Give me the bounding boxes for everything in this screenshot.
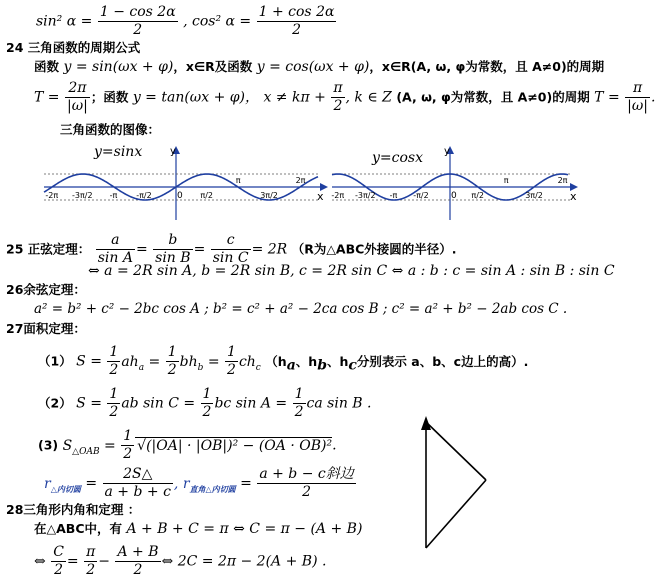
- cos-tick-label: -2π: [331, 191, 345, 200]
- sin2-num: 1 − cos 2α: [99, 4, 176, 20]
- s24-l2-cond: ， x ≠ kπ +: [245, 89, 326, 106]
- cos-x-label: x: [570, 190, 577, 203]
- s25-a: a: [96, 232, 135, 250]
- s24-two: 2: [333, 98, 343, 114]
- triangle-side-ao: [426, 480, 486, 548]
- s24-line1: [34, 60, 604, 74]
- cos2-fraction: [257, 4, 337, 39]
- s24-l1-c: ，x∈R(A, ω, φ为常数，且 A≠0)的周期: [369, 59, 605, 74]
- s27-p1-S: S =: [76, 353, 102, 370]
- sin-tick-label: -3π/2: [72, 191, 93, 200]
- cos-origin: 0: [451, 191, 457, 201]
- s24-heading: 24 三角函数的周期公式: [6, 40, 141, 55]
- half-angle-formula: [36, 4, 337, 39]
- s25-sinB: sin B: [155, 250, 191, 266]
- cos-graph: [330, 142, 590, 222]
- s27-p3: (3) $S_{\triangle OAB}$ = $\frac{1}{2}$ √(|OA| · |OB|)² − (OA · OB)².: [38, 428, 337, 462]
- cos2-den: 2: [292, 22, 301, 38]
- s24-line2: [34, 80, 655, 115]
- sin-tick-label: -2π: [45, 191, 59, 200]
- sin-tick-label: π: [235, 176, 241, 185]
- cos-tick-label: -π/2: [413, 191, 429, 200]
- s24-l1-f1: y = sin(ωx + φ): [63, 59, 174, 75]
- sin2-fraction: [98, 4, 178, 39]
- sin-tick-label: 2π: [295, 176, 306, 185]
- cos-tick-label: -3π/2: [355, 191, 376, 200]
- s24-T2-num: π: [625, 80, 650, 98]
- s28-line1: 在△ABC中，有 A + B + C = π ⇔ C = π − (A + B): [34, 521, 363, 537]
- s24-l1-b: ，x∈R及函数: [173, 59, 253, 74]
- cos-tick-label: 2π: [557, 176, 568, 185]
- s24-T-num: 2π: [65, 80, 90, 98]
- s27-p3-label: (3): [38, 437, 59, 453]
- sin-x-label: x: [317, 190, 324, 203]
- s24-T2-den: |ω|: [627, 98, 649, 114]
- cos-tick-label: 3π/2: [525, 191, 543, 200]
- cos-tick-label: -π: [389, 191, 398, 200]
- cos-graph-title: y=cosx: [372, 150, 423, 166]
- s24-l1-f2: y = cos(ωx + φ): [256, 59, 370, 75]
- s25-line1: 25 正弦定理： $\frac{a}{\text{sin A}}$ = $\frac{b}{\text{sin B}}$ = $\frac{c}{\text{sin C}}$ = 2R （R为△ABC外接圆的半径）.: [6, 232, 457, 266]
- s25-frac-c: [211, 232, 251, 267]
- s24-pi: π: [333, 80, 343, 96]
- sin2-lhs: sin² α =: [36, 13, 93, 30]
- s27-radius: $r_{\triangle 内切圆}$ = $\frac{2S\triangle}{a + b + c}$ , $r_{直角\triangle 内切圆}$ = a + b − c斜边 2: [44, 466, 354, 500]
- sin-tick-label: 3π/2: [260, 191, 278, 200]
- s28-line2: ⇔ $\frac{C}{2}$ = $\frac{\pi}{2}$ − $\frac{A + B}{2}$ ⇔ 2C = 2π − 2(A + B) .: [34, 544, 327, 578]
- s25-frac-b: [153, 232, 192, 267]
- sin-graph-title: y=sinx: [94, 144, 143, 160]
- s24-T2-fraction: [625, 80, 650, 115]
- s25-frac-a: [96, 232, 135, 267]
- s25-sinA: sin A: [97, 250, 133, 266]
- s25-sinC: sin C: [212, 250, 249, 266]
- s27-p1: （1） S = $\frac{1}{2}$ $ah_a$ = $\frac{1}{2}$ $bh_b$ = $\frac{1}{2}$ $ch_c$ （$h_a$、$h_b$、$h_c$分别表示 a、b、c边上的高）.: [38, 344, 529, 378]
- s27-p1-note: （$h_a$、$h_b$、$h_c$分别表示 a、b、c边上的高）.: [265, 353, 529, 373]
- s25-heading: 25 正弦定理：: [6, 241, 91, 257]
- s24-k: , k ∈ Z: [345, 89, 392, 106]
- graph-heading: 三角函数的图像：: [60, 122, 161, 137]
- s25-eq2R: = 2R: [251, 241, 288, 258]
- sin-tick-label: π/2: [200, 191, 214, 200]
- s24-l2-a: ；函数: [90, 89, 129, 105]
- sin-origin: 0: [177, 191, 183, 201]
- sin-tick-label: -π: [109, 191, 118, 200]
- cos-y-label: y: [444, 146, 450, 157]
- cos-tick-label: π: [503, 176, 509, 185]
- s24-l1-a: 函数: [34, 59, 60, 74]
- sin-y-label: y: [170, 146, 176, 157]
- s24-l2-b: (A, ω, φ为常数，且 A≠0)的周期: [396, 89, 590, 105]
- s28-heading: 28三角形内角和定理 ：: [6, 502, 141, 517]
- s24-T-den: |ω|: [66, 98, 88, 114]
- s24-T2: T =: [594, 89, 620, 106]
- s26-heading: 26余弦定理：: [6, 282, 86, 297]
- s27-sqrt: √(|OA| · |OB|)² − (OA · OB)²: [137, 437, 333, 454]
- triangle-side-ba: [426, 422, 486, 480]
- cos2-num: 1 + cos 2α: [258, 4, 335, 20]
- s27-heading: 27面积定理：: [6, 321, 86, 336]
- s26-formula: a² = b² + c² − 2bc cos A ; b² = c² + a² − 2ca cos B ; c² = a² + b² − 2ab cos C .: [34, 301, 568, 317]
- s25-note: （R为△ABC外接圆的半径）.: [291, 241, 457, 257]
- cos-tick-label: π/2: [471, 191, 485, 200]
- s27-p2: （2） S = $\frac{1}{2}$ ab sin C = $\frac{1}{2}$ bc sin A = $\frac{1}{2}$ ca sin B .: [38, 386, 372, 420]
- sin-graph: [36, 142, 326, 222]
- s24-T: T =: [34, 89, 60, 106]
- cos2-lhs: , cos² α =: [183, 13, 252, 30]
- sin-tick-label: -π/2: [136, 191, 152, 200]
- s24-pi-half: [331, 80, 344, 115]
- vector-triangle: [416, 408, 496, 558]
- s24-l2-f: y = tan(ωx + φ): [132, 89, 246, 106]
- s24-T-fraction: [65, 80, 90, 115]
- s27-p2-label: （2）: [38, 395, 72, 411]
- s25-b: b: [153, 232, 192, 250]
- sin2-den: 2: [133, 22, 143, 38]
- s25-line2: ⇔ a = 2R sin A, b = 2R sin B, c = 2R sin C ⇔ a : b : c = sin A : sin B : sin C: [88, 263, 615, 279]
- s27-p1-label: （1）: [38, 353, 72, 369]
- s25-c: c: [211, 232, 251, 250]
